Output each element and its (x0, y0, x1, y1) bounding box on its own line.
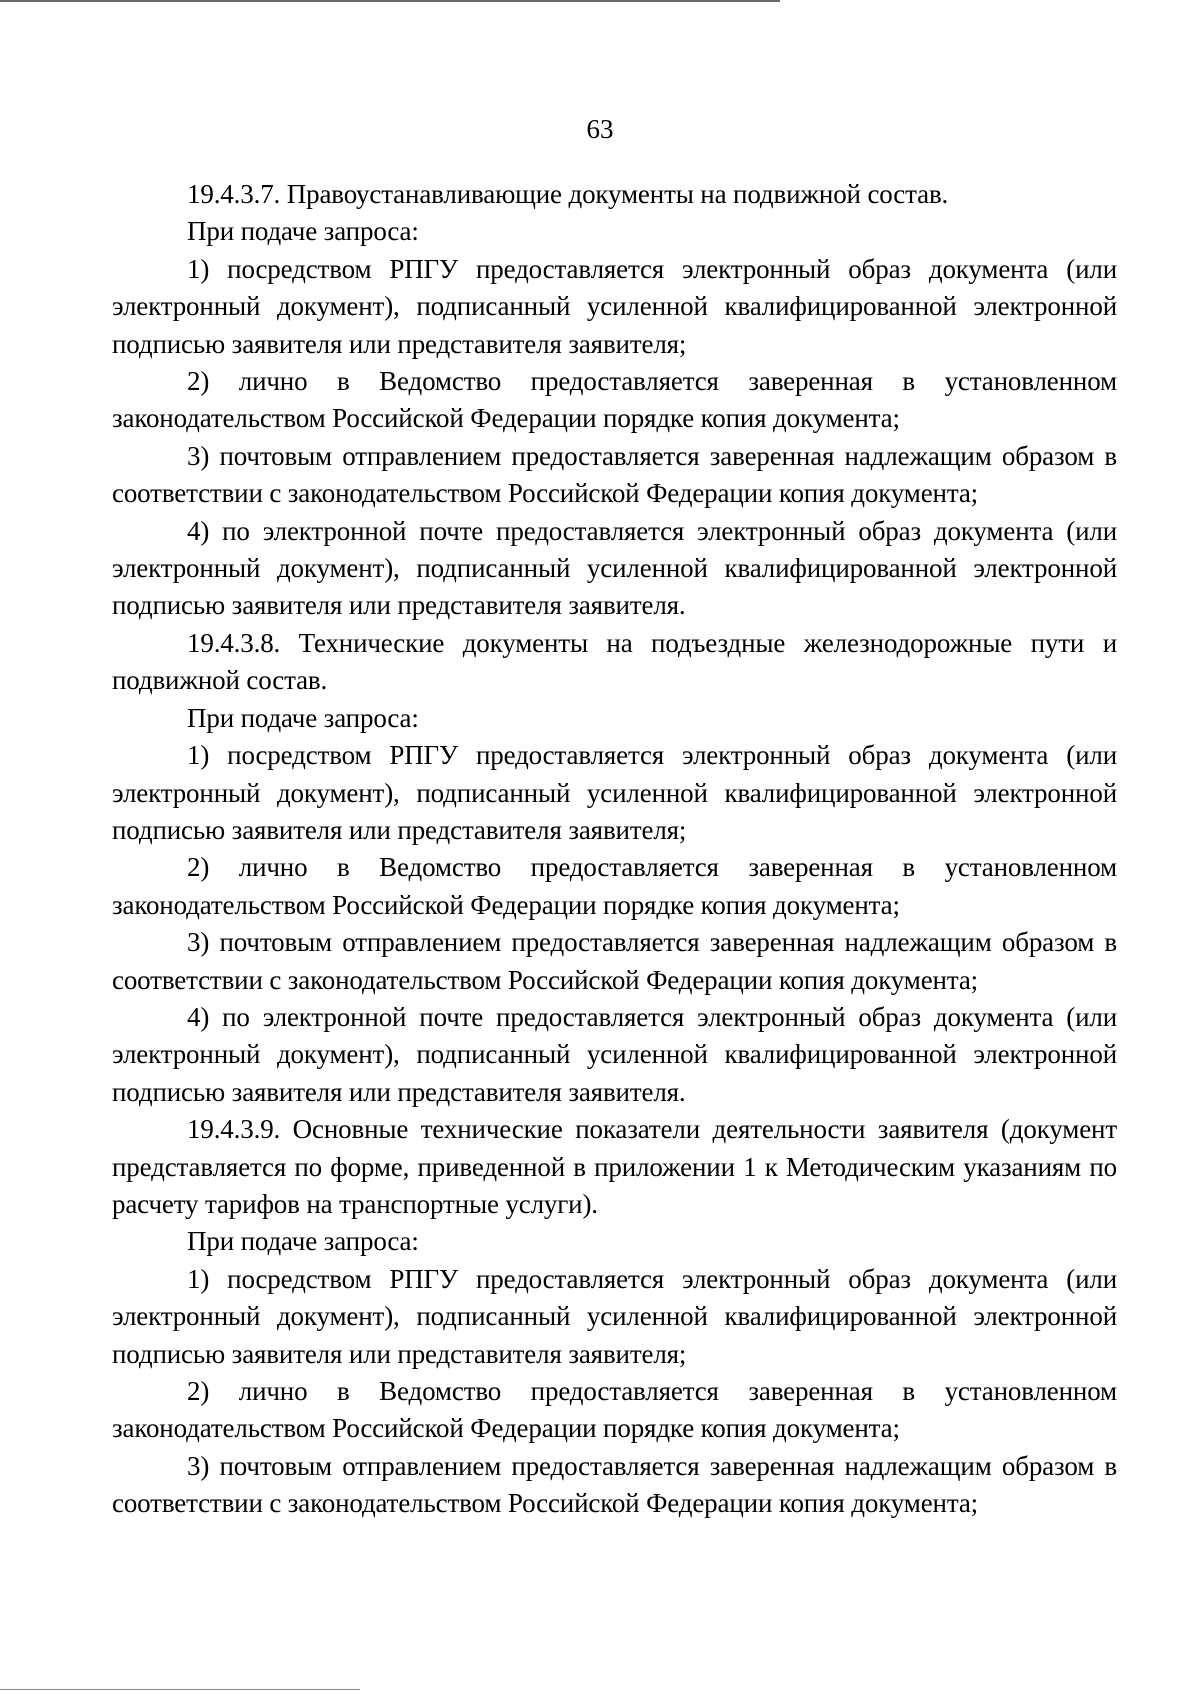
request-intro: При подаче запроса: (187, 702, 419, 733)
list-item: 2) лично в Ведомство предоставляется заверенная в установленном законодательством Российской Федерации порядке копия документа; (112, 852, 1117, 920)
request-intro: При подаче запроса: (187, 1226, 419, 1257)
list-item: 4) по электронной почте предоставляется электронный образ документа (или электронный документ), подписанный усиленной квалифицированной электронной подписью заявителя или представителя заявителя. (112, 1001, 1117, 1107)
section-heading-19-4-3-7: 19.4.3.7. Правоустанавливающие документы на подвижной состав. (187, 179, 949, 209)
list-item: 2) лично в Ведомство предоставляется заверенная в установленном законодательством Российской Федерации порядке копия документа; (112, 366, 1117, 434)
list-item: 4) по электронной почте предоставляется электронный образ документа (или электронный документ), подписанный усиленной квалифицированной электронной подписью заявителя или представителя заявителя. (112, 515, 1117, 621)
list-item: 3) почтовым отправлением предоставляется заверенная надлежащим образом в соответствии с законодательством Российской Федерации копия документа; (112, 1450, 1117, 1519)
list-item: 1) посредством РПГУ предоставляется электронный образ документа (или электронный документ), подписанный усиленной квалифицированной электронной подписью заявителя или представителя заявителя; (112, 1263, 1117, 1369)
request-intro: При подаче запроса: (187, 216, 419, 247)
list-item: 3) почтовым отправлением предоставляется заверенная надлежащим образом в соответствии с законодательством Российской Федерации копия документа; (112, 440, 1117, 509)
list-item: 1) посредством РПГУ предоставляется электронный образ документа (или электронный документ), подписанный усиленной квалифицированной электронной подписью заявителя или представителя заявителя; (112, 253, 1117, 359)
list-item: 1) посредством РПГУ предоставляется электронный образ документа (или электронный документ), подписанный усиленной квалифицированной электронной подписью заявителя или представителя заявителя; (112, 740, 1117, 845)
scan-edge-bottom (0, 1689, 360, 1690)
document-body (112, 176, 1117, 1523)
list-item: 2) лично в Ведомство предоставляется заверенная в установленном законодательством Российской Федерации порядке копия документа; (112, 1376, 1117, 1444)
section-heading-19-4-3-9: 19.4.3.9. Основные технические показатели деятельности заявителя (документ представляется по форме, приведенной в приложении 1 к Методическим указаниям по расчету тарифов на транспортные услуги). (112, 1114, 1117, 1219)
section-heading-19-4-3-8: 19.4.3.8. Технические документы на подъездные железнодорожные пути и подвижной состав. (112, 627, 1117, 696)
list-item: 3) почтовым отправлением предоставляется заверенная надлежащим образом в соответствии с законодательством Российской Федерации копия документа; (112, 927, 1117, 995)
scan-edge-top (0, 0, 780, 2)
page-number: 63 (586, 114, 614, 144)
